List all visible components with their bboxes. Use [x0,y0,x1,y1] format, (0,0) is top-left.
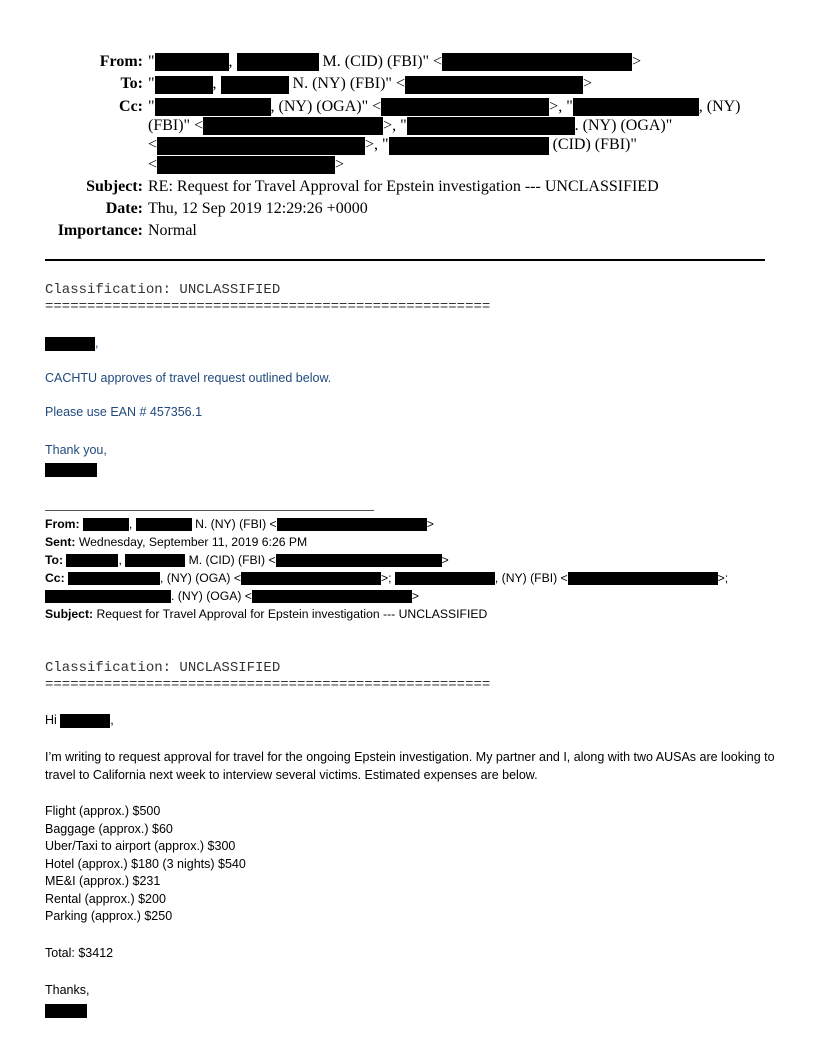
redaction-block [83,518,129,531]
redaction-block [573,98,699,116]
fwd-cc-label: Cc: [45,571,65,585]
fwd-cc-row-2 [45,587,775,605]
classification-text: Classification: UNCLASSIFIED [45,282,281,298]
fwd-text: M. (CID) (FBI) < [185,553,276,567]
redaction-block [155,76,213,94]
salutation-comma: , [95,336,99,350]
redaction-block [45,590,171,603]
redaction-block [395,572,495,585]
redaction-block [125,554,185,567]
expense-list [45,803,775,926]
fwd-text: >; [380,571,392,585]
cc-text: > [335,155,345,173]
redaction-block [252,590,412,603]
redaction-block [241,572,381,585]
email-header [0,52,780,240]
redaction-block [221,76,289,94]
original-classification [45,660,490,694]
expense-item: Baggage (approx.) $60 [45,821,173,836]
date-label: Date: [105,199,143,217]
date-value: Thu, 12 Sep 2019 12:29:26 +0000 [148,199,368,217]
reply-line-thanks: Thank you, [45,443,107,457]
to-row [0,74,780,93]
reply-line-ean: Please use EAN # 457356.1 [45,405,203,419]
original-paragraph: I’m writing to request approval for travel for the ongoing Epstein investigation. My partner and I, along with two AUSAs are looking to travel to California next week to interview several victims. Estimated expenses are below. [45,750,775,782]
redaction-block [405,76,583,94]
cc-line-3 [148,135,780,154]
redaction-block [66,554,118,567]
from-quote: " [148,53,155,70]
importance-row [0,221,780,240]
fwd-text: > [426,517,434,531]
fwd-text: , [128,517,133,531]
cc-label: Cc: [119,97,143,115]
cc-line-2 [148,116,780,135]
fwd-from-label: From: [45,517,80,531]
fwd-text: >; [717,571,729,585]
redaction-block [155,98,271,116]
reply-salutation [45,336,98,351]
redaction-block [237,53,319,71]
fwd-text: , [118,553,122,567]
forward-separator [45,510,374,511]
date-row [0,199,780,218]
cc-line-4 [148,155,780,174]
subject-label: Subject: [86,177,143,195]
subject-row [0,177,780,196]
redaction-block [276,554,442,567]
to-bracket: > [582,75,592,93]
classification-rule: ===================================================== [45,299,491,315]
original-greeting [45,712,775,730]
to-comma: , [212,75,217,93]
classification-text: Classification: UNCLASSIFIED [45,660,281,676]
greeting-comma: , [110,713,114,727]
cc-line-1 [148,97,780,116]
fwd-sent-row [45,533,775,551]
from-comma: , [228,53,233,70]
fwd-from-row [45,515,775,533]
from-bracket: > [632,53,642,70]
reply-signature [45,462,97,477]
importance-value: Normal [148,221,197,239]
redaction-block [45,463,97,477]
subject-value: RE: Request for Travel Approval for Epstein investigation --- UNCLASSIFIED [148,177,659,195]
classification-rule: ===================================================== [45,677,491,693]
fwd-text: > [441,553,449,567]
redaction-block [45,1004,87,1018]
expense-item: ME&I (approx.) $231 [45,874,161,888]
fwd-subject-label: Subject: [45,607,94,621]
header-divider [45,259,765,261]
to-value [148,74,780,93]
from-row [0,52,780,71]
cc-text: . (NY) (OGA)" [574,116,673,134]
expense-item: Hotel (approx.) $180 (3 nights) $540 [45,856,246,871]
to-label: To: [120,75,143,93]
expense-item: Rental (approx.) $200 [45,891,166,906]
cc-text: (CID) (FBI)" [548,136,637,154]
cc-text: , (NY) [698,97,741,115]
expense-item: Flight (approx.) $500 [45,804,161,818]
fwd-sent-label: Sent: [45,535,76,549]
reply-line-approval: CACHTU approves of travel request outlined below. [45,371,332,385]
fwd-to-row [45,551,775,569]
fwd-text: > [411,589,420,603]
from-label: From: [99,53,143,70]
to-quote: " [148,75,155,93]
redaction-block [203,117,383,135]
cc-text: >, " [549,97,573,115]
to-name-suffix: N. (NY) (FBI)" < [288,75,405,93]
expense-item: Uber/Taxi to airport (approx.) $300 [45,839,236,853]
fwd-subject-value: Request for Travel Approval for Epstein investigation --- UNCLASSIFIED [96,607,488,621]
cc-value [148,97,780,174]
fwd-text: , (NY) (FBI) < [494,571,568,585]
cc-text: < [148,155,158,173]
from-name-suffix: M. (CID) (FBI)" < [318,53,443,70]
redaction-block [381,98,549,116]
forwarded-header [45,515,775,623]
redaction-block [442,53,632,71]
expense-total: Total: $3412 [45,946,114,960]
fwd-text: , (NY) (OGA) < [160,571,241,585]
cc-text: >, " [365,136,389,154]
redaction-block [389,137,549,155]
redaction-block [45,337,95,351]
original-signature [45,1002,775,1020]
redaction-block [407,117,575,135]
cc-text: , (NY) (OGA)" < [270,97,382,115]
greeting-word: Hi [45,713,57,727]
cc-row [0,97,780,174]
from-value [148,52,780,71]
redaction-block [277,518,427,531]
redaction-block [157,137,365,155]
fwd-text: N. (NY) (FBI) < [191,517,277,531]
importance-label: Importance: [57,221,143,239]
fwd-sent-value: Wednesday, September 11, 2019 6:26 PM [78,535,308,549]
fwd-to-label: To: [45,553,64,567]
fwd-text: . (NY) (OGA) < [171,589,252,603]
cc-text: " [148,97,155,115]
redaction-block [157,156,335,174]
cc-text: >, " [383,116,407,134]
redaction-block [136,518,192,531]
cc-text: < [148,136,158,154]
fwd-cc-row [45,569,775,587]
expense-item: Parking (approx.) $250 [45,909,173,923]
redaction-block [68,572,160,585]
redaction-block [568,572,718,585]
redaction-block [60,714,110,728]
fwd-subject-row [45,605,775,623]
redaction-block [155,53,229,71]
original-thanks: Thanks, [45,983,90,997]
reply-classification [45,282,490,316]
cc-text: (FBI)" < [148,116,204,134]
